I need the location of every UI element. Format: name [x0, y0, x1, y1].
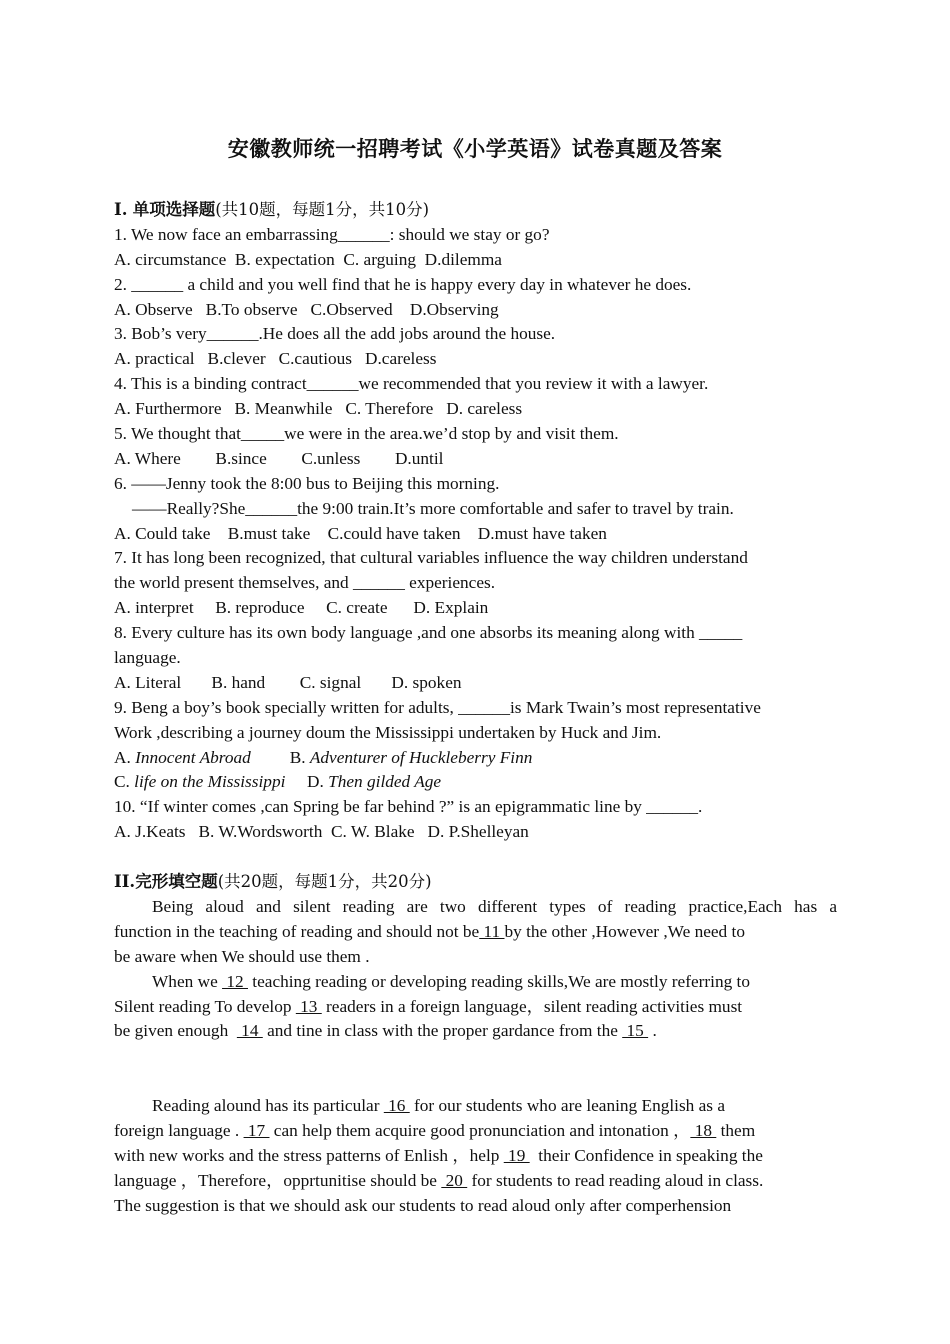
q9-stem-line2: Work ,describing a journey doum the Mississippi undertaken by Huck and Jim. — [114, 722, 662, 742]
q9-option-b-label: B. — [289, 747, 310, 767]
q3-options: A. practical B.clever C.cautious D.careless — [114, 349, 437, 369]
page-title: 安徽教师统一招聘考试《小学英语》试卷真题及答案 — [227, 136, 723, 161]
passage-p1-line1: Being aloud and silent reading are two different types of reading practice,Each has a — [152, 896, 837, 916]
spacer — [114, 1069, 837, 1094]
passage-p1-line3: be aware when We should use them . — [114, 946, 370, 966]
document-body — [114, 198, 837, 1219]
section-1-number: I. — [114, 200, 128, 219]
q4-stem: 4. This is a binding contract______we recommended that you review it with a lawyer. — [114, 374, 709, 394]
section-1-heading — [114, 198, 837, 223]
section-2-name: 完形填空题 — [135, 872, 218, 892]
q4-options: A. Furthermore B. Meanwhile C. Therefore D. careless — [114, 399, 523, 419]
q6-stem-line2: ——Really?She______the 9:00 train.It’s more comfortable and safer to travel by train. — [132, 498, 734, 518]
q8-options: A. Literal B. hand C. signal D. spoken — [114, 672, 462, 692]
passage-p2-line2 — [114, 995, 837, 1020]
blank-19: 19 — [503, 1145, 530, 1165]
section-1-note: (共10题，每题1分，共10分) — [215, 200, 430, 219]
text-run: readers in a foreign language，silent reading activities must — [321, 996, 743, 1016]
q7-stem-line2: the world present themselves, and ______ experiences. — [114, 573, 496, 593]
q10-options: A. J.Keats B. W.Wordsworth C. W. Blake D. P.Shelleyan — [114, 822, 529, 842]
q9-stem-line1: 9. Beng a boy’s book specially written for adults, ______is Mark Twain’s most representative — [114, 697, 761, 717]
text-run: for students to read reading aloud in class. — [467, 1170, 764, 1190]
text-run: for our students who are leaning English as a — [409, 1096, 726, 1116]
text-run: can help them acquire good pronunciation and intonation ， — [269, 1120, 691, 1140]
blank-14: 14 — [236, 1021, 263, 1041]
section-2-number: II. — [114, 872, 136, 892]
blank-20: 20 — [441, 1170, 468, 1190]
blank-13: 13 — [295, 996, 322, 1016]
q9-option-a: Innocent Abroad — [135, 747, 251, 767]
text-run: teaching reading or developing reading skills,We are mostly referring to — [247, 971, 750, 991]
passage-p3-line2 — [114, 1119, 837, 1144]
section-1-name: 单项选择题 — [132, 200, 216, 219]
q1-options: A. circumstance B. expectation C. arguing D.dilemma — [114, 249, 502, 269]
q8-stem-line2: language. — [114, 648, 181, 668]
q2-options: A. Observe B.To observe C.Observed D.Observing — [114, 299, 499, 319]
passage-p1-line2 — [114, 920, 837, 945]
blank-16: 16 — [383, 1096, 410, 1116]
text-run: foreign language . — [114, 1120, 244, 1140]
blank-12: 12 — [222, 971, 248, 991]
q8-stem-line1: 8. Every culture has its own body language ,and one absorbs its meaning along with _____ — [114, 623, 743, 643]
q10-stem: 10. “If winter comes ,can Spring be far behind ?” is an epigrammatic line by ______. — [114, 797, 703, 817]
q9-options-ab — [114, 746, 837, 771]
q9-options-cd — [114, 770, 837, 795]
q5-options: A. Where B.since C.unless D.until — [114, 448, 444, 468]
spacer — [114, 845, 837, 870]
text-run: them — [716, 1120, 756, 1140]
spacer — [114, 1044, 837, 1069]
q3-stem: 3. Bob’s very______.He does all the add jobs around the house. — [114, 324, 556, 344]
text-run: Reading alound has its particular — [152, 1096, 384, 1116]
passage-p3-line1 — [114, 1094, 837, 1119]
section-2-note: (共20题，每题1分，共20分) — [217, 872, 432, 892]
q1-stem: 1. We now face an embarrassing______: should we stay or go? — [114, 224, 550, 244]
text-run: by the other ,However ,We need to — [504, 921, 745, 941]
text-run: . — [648, 1021, 657, 1041]
q5-stem: 5. We thought that_____we were in the area.we’d stop by and visit them. — [114, 424, 619, 444]
blank-17: 17 — [243, 1120, 270, 1140]
text-run: language ，Therefore，opprtunitise should be — [114, 1170, 442, 1190]
q7-stem-line1: 7. It has long been recognized, that cultural variables influence the way children understand — [114, 548, 748, 568]
text-run: their Confidence in speaking the — [529, 1145, 763, 1165]
text-run: be given enough — [114, 1021, 237, 1041]
passage-p3-line4 — [114, 1169, 837, 1194]
section-2-heading — [114, 870, 837, 895]
passage-p3-line5: The suggestion is that we should ask our students to read aloud only after comperhension — [114, 1195, 732, 1215]
text-run: with new works and the stress patterns of Enlish ，help — [114, 1145, 504, 1165]
passage-p2-line3 — [114, 1019, 837, 1044]
blank-11: 11 — [479, 921, 505, 941]
passage-p3-line3 — [114, 1144, 837, 1169]
q9-option-a-label: A. — [114, 747, 136, 767]
text-run: function in the teaching of reading and should not be — [114, 921, 480, 941]
q9-option-c: life on the Mississippi — [134, 772, 286, 792]
q6-options: A. Could take B.must take C.could have taken D.must have taken — [114, 523, 607, 543]
text-run: Silent reading To develop — [114, 996, 296, 1016]
q2-stem: 2. ______ a child and you well find that he is happy every day in whatever he does. — [114, 274, 692, 294]
blank-15: 15 — [622, 1021, 649, 1041]
q9-option-b: Adventurer of Huckleberry Finn — [309, 747, 533, 767]
text-run: and tine in class with the proper gardance from the — [262, 1021, 623, 1041]
q6-stem-line1: 6. ——Jenny took the 8:00 bus to Beijing this morning. — [114, 473, 500, 493]
q9-option-c-label: C. — [114, 772, 135, 792]
q9-option-d: Then gilded Age — [328, 772, 442, 792]
q9-option-d-label: D. — [307, 772, 329, 792]
passage-p2-line1 — [114, 970, 837, 995]
q7-options: A. interpret B. reproduce C. create D. Explain — [114, 598, 489, 618]
text-run: When we — [152, 971, 223, 991]
blank-18: 18 — [690, 1120, 717, 1140]
